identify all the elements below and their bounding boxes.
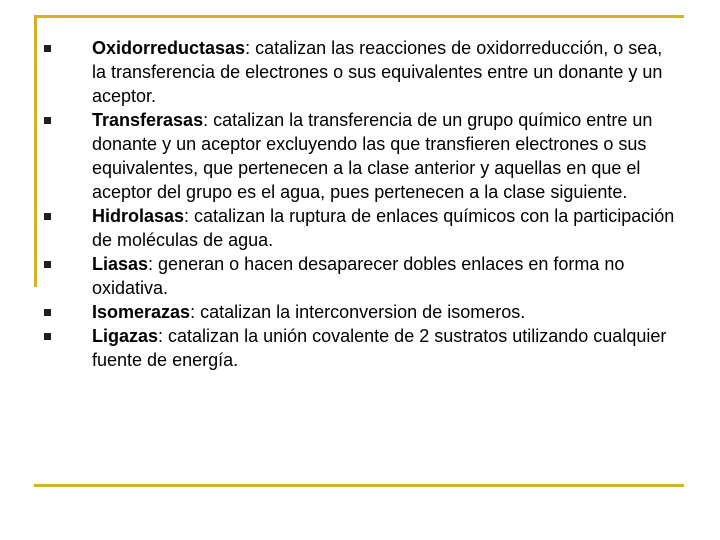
item-text: : catalizan la unión covalente de 2 sustratos utilizando cualquier fuente de energía.	[92, 326, 667, 370]
frame-line-bottom	[34, 484, 684, 487]
item-term: Ligazas	[92, 326, 159, 346]
list-item-hidrolasas	[40, 204, 680, 252]
item-term: Isomerazas	[92, 302, 191, 322]
list-item-transferasas	[40, 108, 680, 204]
item-text: : catalizan las reacciones de oxidorreducción, o sea, la transferencia de electrones o sus equivalentes entre un donante y un aceptor.	[92, 38, 663, 106]
item-text: : catalizan la transferencia de un grupo químico entre un donante y un aceptor excluyendo las que transfieren electrones o sus equivalentes, que pertenecen a la clase anterior y aquellas en que el aceptor del grupo es el agua, pues pertenecen a la clase siguiente.	[92, 110, 653, 202]
item-text: : generan o hacen desaparecer dobles enlaces en forma no oxidativa.	[92, 254, 625, 298]
bullet-list	[40, 36, 680, 372]
item-term: Liasas	[92, 254, 149, 274]
square-bullet-icon	[44, 213, 51, 220]
item-text: : catalizan la interconversion de isomeros.	[190, 302, 526, 322]
frame-line-top	[34, 15, 684, 18]
square-bullet-icon	[44, 117, 51, 124]
list-item-oxidorreductasas	[40, 36, 680, 108]
square-bullet-icon	[44, 333, 51, 340]
list-item-ligazas	[40, 324, 680, 372]
item-term: Hidrolasas	[92, 206, 185, 226]
square-bullet-icon	[44, 45, 51, 52]
square-bullet-icon	[44, 309, 51, 316]
item-term: Transferasas	[92, 110, 204, 130]
item-term: Oxidorreductasas	[92, 38, 246, 58]
list-item-liasas	[40, 252, 680, 300]
frame-line-left	[34, 15, 37, 287]
list-item-isomerazas	[40, 300, 680, 324]
item-text: : catalizan la ruptura de enlaces químicos con la participación de moléculas de agua.	[92, 206, 675, 250]
square-bullet-icon	[44, 261, 51, 268]
